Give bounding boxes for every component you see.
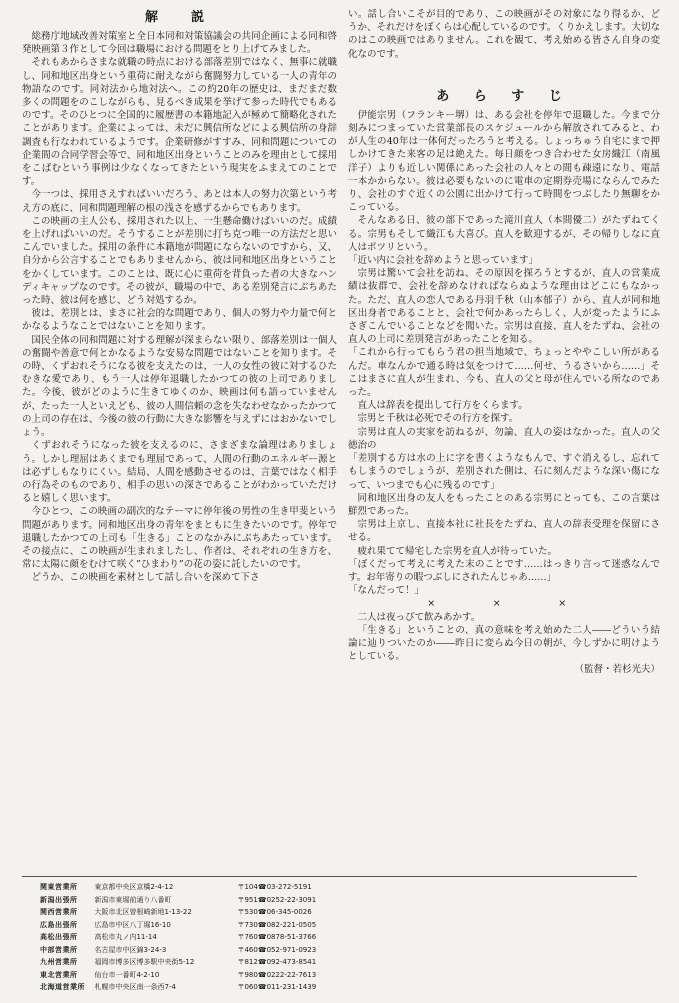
synopsis-quote: 「これから行ってもらう君の担当地域で、ちょっとややこしい所があるんだ。車なんかで通る時は気をつけて……何せ、うるさいから……」そこはまさに直人が生まれ、今も、直人の父と母が住んでいる所なのであった。 <box>348 347 660 399</box>
commentary-heading: 解 説 <box>144 10 214 25</box>
office-name: 広島出張所 <box>40 920 78 929</box>
office-address: 高松市丸ノ内11-14 <box>94 933 157 941</box>
commentary-column <box>22 8 337 866</box>
office-tel: ☎0252-22-3091 <box>257 895 317 904</box>
office-row <box>40 944 340 957</box>
office-row <box>40 881 340 894</box>
synopsis-paragraph: 宗男は上京し、直接本社に社長をたずね、直人の辞表受理を保留にさせる。 <box>348 519 660 544</box>
synopsis-paragraph: 伊能宗男（フランキー堺）は、ある会社を停年で退職した。今まで分刻みにつまっていた営業部長のスケジュールから解放されてみると、わが人生の40年は一体何だったろうと考える。しょっちゅう自宅にまで押しかけてきた来客の足は絶えた。毎日顔をつき合わせた女房織江（南風洋子）よりも近しい関係にあった会社の人々との間も疎遠になり、電話一本かからない。彼は必要もないのに電車の定期券売場にならんでみたり、会社のすぐ近くの公園に出かけて行って時間をつぶしたり無聊をかこっている。 <box>348 109 660 214</box>
synopsis-paragraph: 疲れ果てて帰宅した宗男を直人が待っていた。 <box>357 545 558 557</box>
office-name: 北海道営業所 <box>40 983 85 991</box>
synopsis-paragraph: そんなある日、彼の部下であった滝川直人（本間優二）がたずねてくる。宗男もそして織江も大喜び。直人を歓迎するが、その帰りしなに直人はポツリという。 <box>348 215 660 253</box>
scene-break-marks: × × × <box>427 598 591 610</box>
synopsis-paragraph: 二人は夜っぴて飲みあかす。 <box>357 611 481 623</box>
office-row <box>40 931 340 944</box>
synopsis-paragraph: 同和地区出身の友人をもったことのある宗男にとっても、この言葉は鮮烈であった。 <box>348 492 660 517</box>
commentary-continuation: い。話し合いこそが目的であり、この映画がその対象になり得るか、どうか、それだけをぼくらは心配しているのです。くりかえします。大切なのはこの映画ではありません。これを観て、考え始める皆さん自身の変化なのです。 <box>348 9 660 60</box>
office-address: 広島市中区八丁堀16-10 <box>94 920 171 929</box>
synopsis-quote: 「差別する方は水の上に字を書くようなもんで、すぐ消えるし、忘れてもしまうのでしょうが、差別された側は、石に刻んだような深い傷になって、いつまでも心に残るのです」 <box>348 453 660 491</box>
office-zip: 〒460 <box>237 945 258 954</box>
office-tel: ☎052-971-0923 <box>257 945 317 954</box>
office-name: 九州営業所 <box>40 958 78 966</box>
synopsis-paragraph: 「生きる」ということの、真の意味を考え始めた二人――どういう結論に辿りついたのか――昨日に変らぬ今日の朝が、今しずかに明けようとしている。 <box>348 624 660 663</box>
office-address: 札幌市中央区南一条西7-4 <box>94 983 176 991</box>
commentary-paragraph: 総務庁地域改善対策室と全日本同和対策協議会の共同企画による同和啓発映画第３作として今回は職場における問題をとり上げてみました。 <box>22 31 337 56</box>
office-row <box>40 956 340 969</box>
synopsis-quote: 「近い内に会社を辞めようと思っています」 <box>348 255 539 267</box>
commentary-paragraph: 彼は、差別とは、まさに社会的な問題であり、個人の努力や力量で何とかなるようなことではないことを知ります。 <box>22 308 337 333</box>
commentary-paragraph: 国民全体の同和問題に対する理解が深まらない限り、部落差別は一個人の奮闘や善意で何とかなるような安易な問題ではないことを知ります。その時、くずおれそうになる彼を支えたのは、一人の女性の彼に対するひたむきな愛であり、もう一人は停年退職したかつての彼の上司でありました。今後、彼がどのように生きてゆくのか、映画は何も語っていませんが、たった一人といえども、彼の人間信頼の念を失なわせなかったかつての上司の存在は、今後の彼の行動に大きな影響を与えずにはおかないでしょう。 <box>22 334 337 439</box>
synopsis-paragraph: 宗男と千秋は必死でその行方を探す。 <box>357 413 519 425</box>
office-row <box>40 894 340 907</box>
office-table <box>40 881 340 994</box>
synopsis-quote: 「なんだって！」 <box>348 585 425 597</box>
office-row <box>40 969 340 982</box>
commentary-paragraph: それもあからさまな就職の時点における部落差別ではなく、無事に就職し、同和地区出身という重荷に耐えながら奮闘努力している一人の青年の物語なのです。同対法から地対法へ。この約20年の歴史は、まだまだ数多くの問題をのこしながらも、見るべき成果を挙げて参った時代でもあるのです。そのひとつに全国的に履歴書の本籍地記入が極めて簡略化されたことがあります。企業によっては、未だに興信所などによる興信所の身辞調査も行なわれているようです。企業研修がすすみ、同和問題についての企業間の合同学習会等で、同和地区出身ということのみを理由として採用をこばむという事例は少なくなってきたという現実をふまえてのことです。 <box>22 57 337 188</box>
office-zip: 〒760 <box>237 933 258 941</box>
commentary-paragraph: どうか、この映画を素材として話し合いを深めて下さ <box>31 572 260 584</box>
office-tel: ☎0222-22-7613 <box>257 970 317 979</box>
synopsis-heading: あ ら す じ <box>436 88 572 104</box>
office-address: 新潟市東堀前通り八番町 <box>94 895 172 904</box>
office-row <box>40 981 340 994</box>
office-name: 東北営業所 <box>40 970 78 979</box>
office-row <box>40 906 340 919</box>
office-zip: 〒060 <box>237 983 258 991</box>
office-tel: ☎011-231-1439 <box>257 983 317 991</box>
office-zip: 〒730 <box>237 920 258 929</box>
commentary-paragraph: 今ひとつ、この映画の副次的なテーマに停年後の男性の生き甲斐という問題があります。同和地区出身の青年をまともに生きたいのです。停年で退職したかつての上司も「生きる」ことのなかみにぶちあたっています。その接点に、この映画が生まれましたし、作者は、それぞれの生き方を、常に太陽に顔をむけて咲く”ひまわり”の花の姿に託したいのです。 <box>22 506 337 571</box>
office-tel: ☎082-221-0505 <box>257 920 317 929</box>
office-tel: ☎0878-51-3766 <box>257 933 317 941</box>
office-name: 関西営業所 <box>40 908 78 916</box>
office-zip: 〒812 <box>237 958 258 966</box>
office-address: 福岡市博多区博多駅中央街5-12 <box>94 958 195 966</box>
office-address: 大阪市北区曽根崎新地1-13-22 <box>94 908 192 916</box>
office-row <box>40 919 340 932</box>
office-name: 中部営業所 <box>40 945 78 954</box>
office-tel: ☎03-272-5191 <box>257 883 312 891</box>
commentary-paragraph: 今一つは、採用さえすればいいだろう、あとは本人の努力次第という考え方の底に、同和問題理解の根の浅さを感ずるからでもあります。 <box>22 189 337 214</box>
commentary-paragraph: くずおれそうになった彼を支えるのに、さまざまな論理はありましょう。しかし理屈はあくまでも理屈であって、人間の行動のエネルギー源とは必ずしもなりにくい。結局、人間を感動させるのは、言葉ではなく相手の行為そのものであり、相手の思いの深さであることがわかっていただけると嬉しく思います。 <box>22 440 337 505</box>
synopsis-paragraph: 直人は辞表を提出して行方をくらます。 <box>357 400 528 412</box>
section-gap <box>348 61 660 87</box>
office-zip: 〒104 <box>237 883 258 891</box>
office-zip: 〒530 <box>237 908 258 916</box>
synopsis-quote: 「ぼくだって考えに考えた末のことです……はっきり言って迷惑なんです。お年寄りの暇つぶしにされたんじゃあ……」 <box>348 558 660 583</box>
office-zip: 〒980 <box>237 970 258 979</box>
office-name: 高松出張所 <box>40 933 78 941</box>
synopsis-column <box>348 8 660 866</box>
synopsis-paragraph: 宗男は直人の実家を訪ねるが、勿論、直人の姿はなかった。直人の父徳治の <box>348 426 660 451</box>
commentary-paragraph: この映画の主人公も、採用された以上、一生懸命働けばいいのだ。成績を上げればいいのだ。そうすることが差別に打ち克つ唯一の方法だと思いこんでいました。採用の条件に本籍地が問題にならないのですから、又、自分から公言することでもありませんから、彼は同和地区出身ということをかくしています。このことは、既に心に重荷を背負った者の大きなハンディキャップなのです。その彼が、職場の中で、ある差別発言にぶちあたった時、彼は何を感じ、どう対処するか。 <box>22 215 337 307</box>
office-zip: 〒951 <box>237 895 258 904</box>
synopsis-paragraph: 宗男は驚いて会社を訪ね、その原因を探ろうとするが、直人の営業成績は抜群で、会社を辞めなければならぬような理由はどこにもなかった。ただ、直人の恋人である丹羽千秋（山本郁子）から、直人が同和地区出身者であることと、会社で何かあったらしく、人が変ったようにふさぎこんでいることなどを聞いた。宗男は直接、直人をたずね、会社の直人の上司に差別発言があったことを知る。 <box>348 268 660 346</box>
office-name: 新潟出張所 <box>40 895 78 904</box>
office-tel: ☎092-473-8541 <box>257 958 317 966</box>
director-credit: （監督・若杉光夫） <box>574 664 660 676</box>
office-address: 名古屋市中区錦3-24-3 <box>94 945 167 954</box>
office-address: 東京都中央区京橋2-4-12 <box>94 883 174 891</box>
office-name: 関東営業所 <box>40 883 78 891</box>
office-address: 仙台市一番町4-2-10 <box>94 970 160 979</box>
office-directory <box>22 876 637 995</box>
office-tel: ☎06-345-0026 <box>257 908 312 916</box>
